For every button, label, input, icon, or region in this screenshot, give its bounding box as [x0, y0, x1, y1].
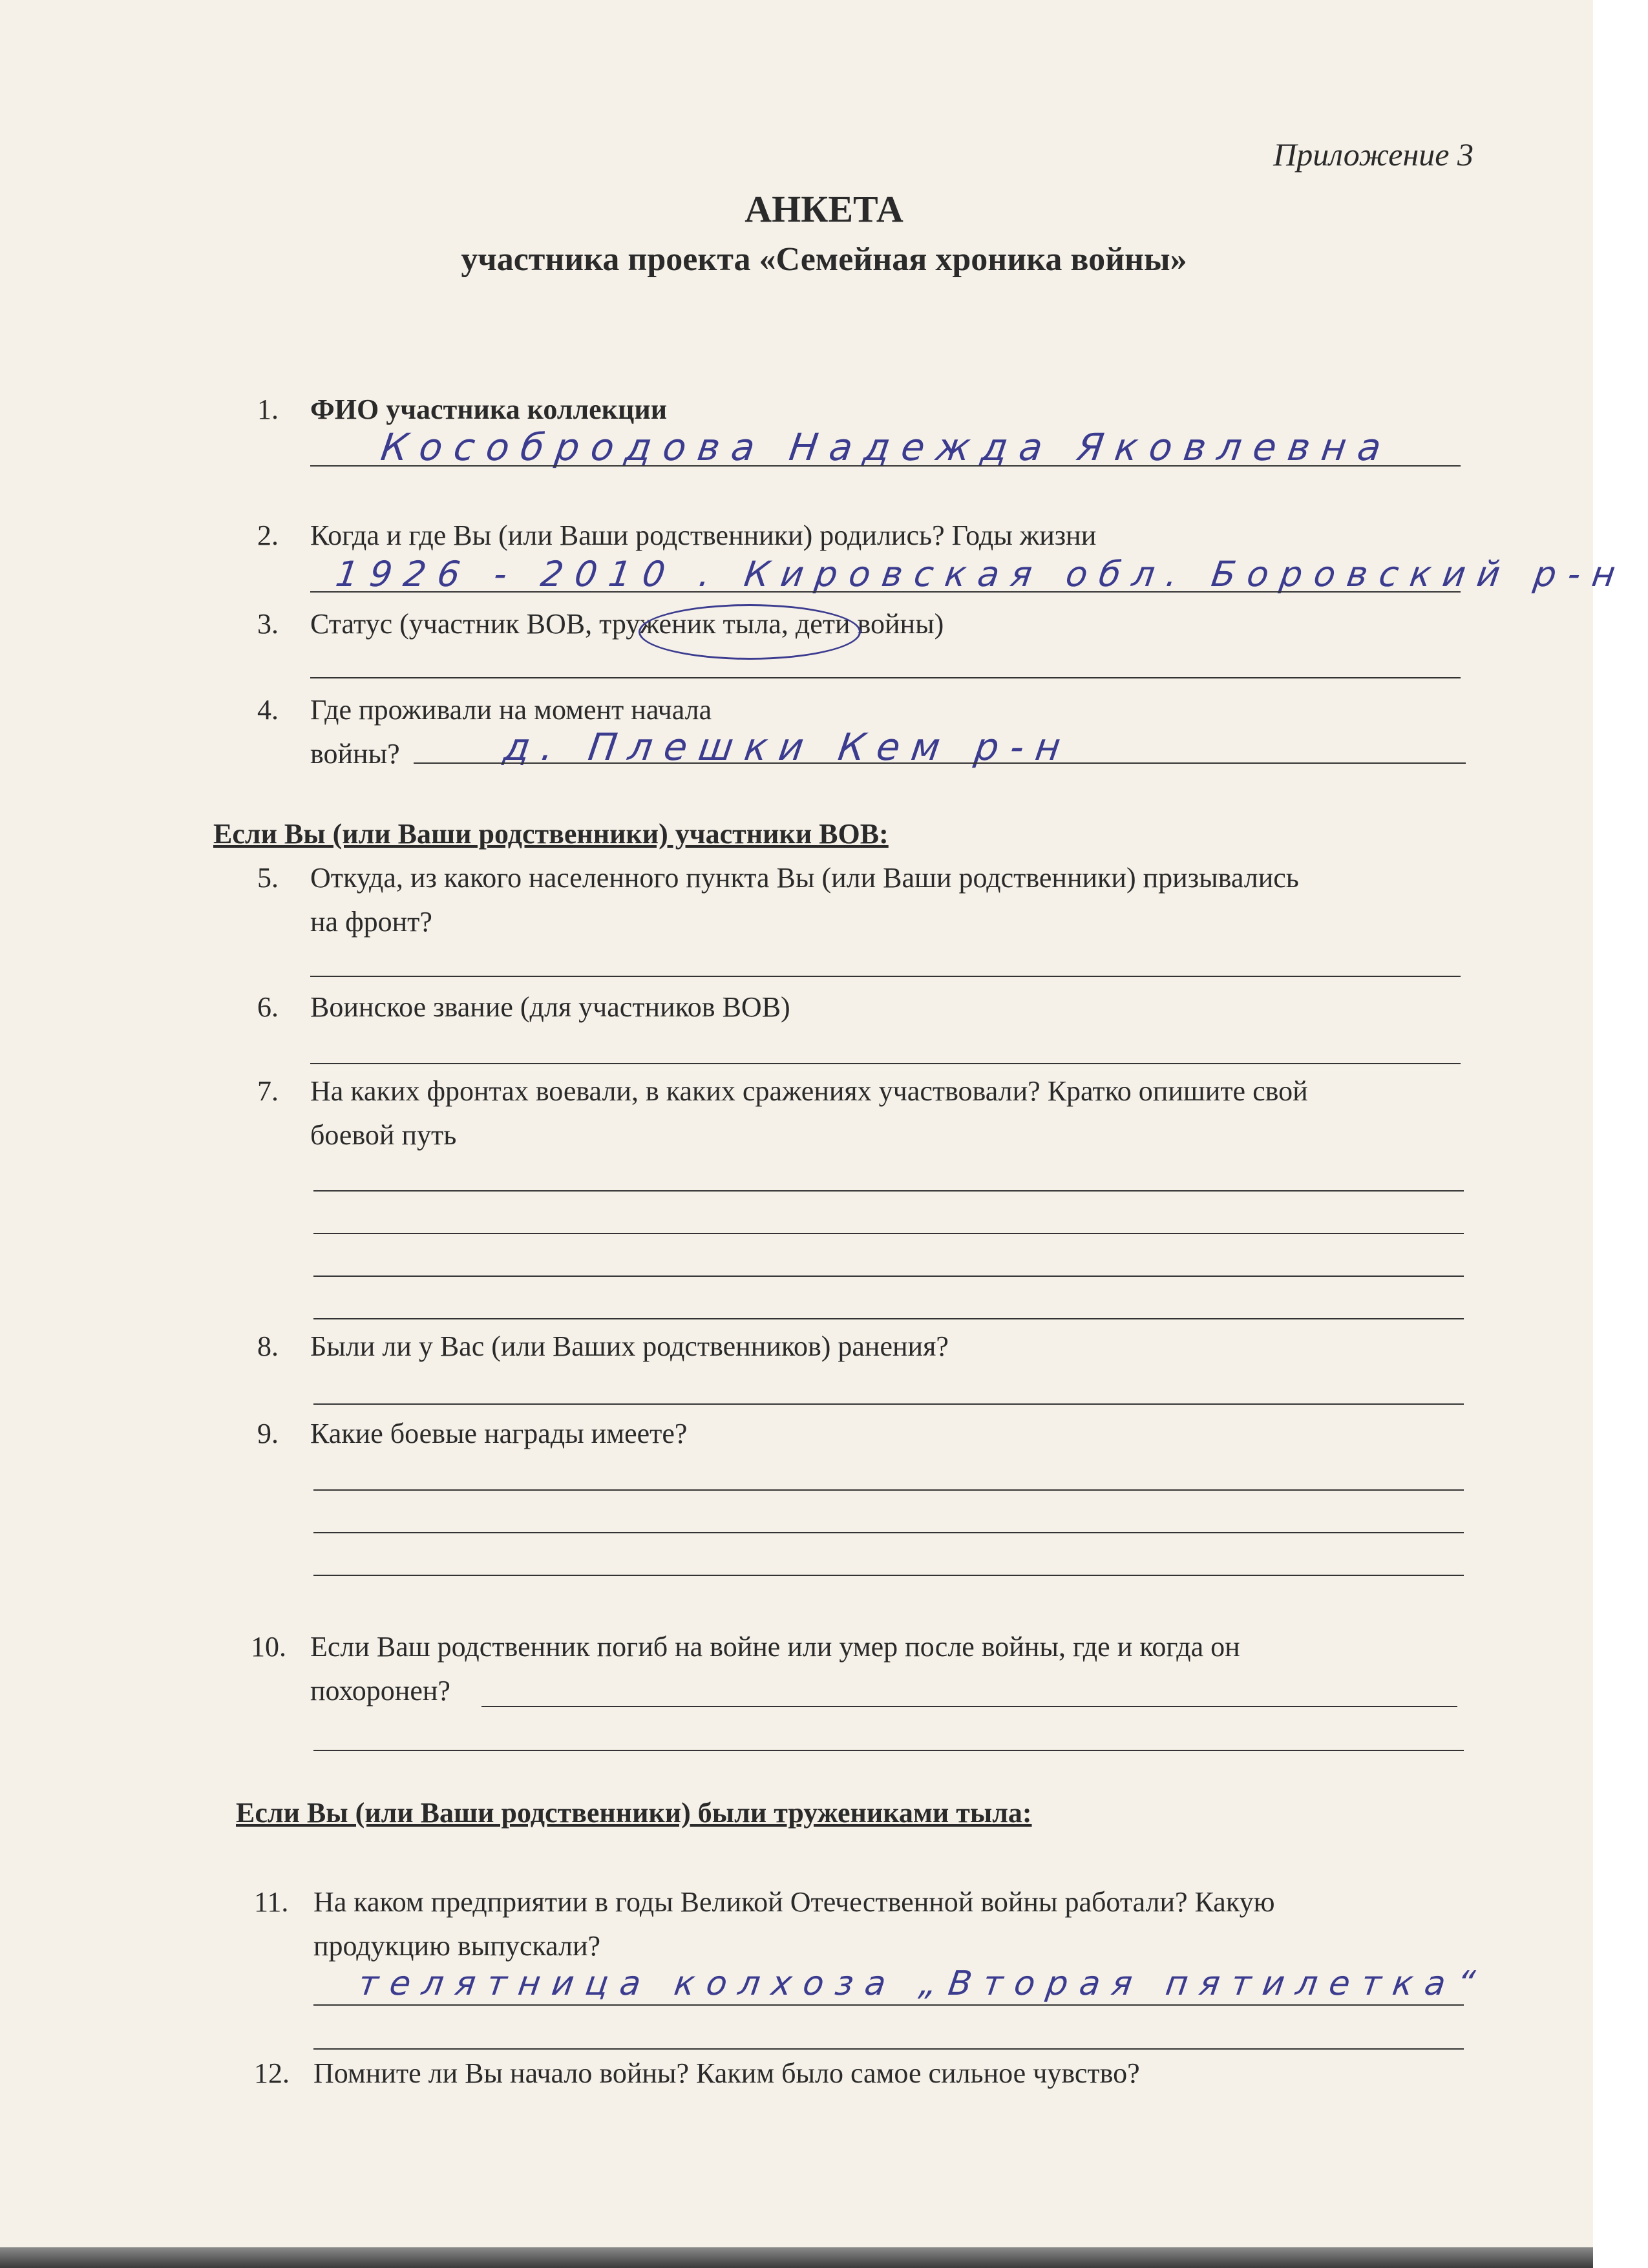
page-edge [1593, 0, 1648, 2268]
answer-1-handwriting: Кособродова Надежда Яковлевна [378, 425, 1396, 469]
question-number: 10. [251, 1631, 286, 1663]
answer-11-handwriting: телятница колхоза „Вторая пятилетка“ [355, 1964, 1489, 2003]
question-number: 9. [257, 1418, 279, 1449]
answer-line [313, 1190, 1464, 1192]
question-text: Статус (участник ВОВ, [310, 608, 600, 640]
question-text: Откуда, из какого населенного пункта Вы (или Ваши родственники) призывались [310, 862, 1299, 894]
answer-line [310, 465, 1461, 467]
form-title: АНКЕТА [745, 188, 903, 230]
question-text: войны? [310, 738, 400, 770]
question-2 [257, 514, 1097, 558]
form-subtitle: участника проекта «Семейная хроника войны» [461, 241, 1187, 278]
question-text: Воинское звание (для участников ВОВ) [310, 991, 790, 1023]
answer-line [313, 2048, 1464, 2050]
answer-line [310, 677, 1461, 678]
question-text: На каком предприятии в годы Великой Отечественной войны работали? Какую [313, 1886, 1275, 1918]
question-number: 1. [257, 394, 279, 425]
question-10 [251, 1625, 1240, 1713]
answer-line [313, 1318, 1464, 1319]
question-number: 5. [257, 862, 279, 894]
answer-line [310, 1063, 1461, 1064]
question-text: похоронен? [310, 1675, 450, 1706]
question-number: 11. [254, 1886, 289, 1918]
question-5 [257, 856, 1299, 944]
question-text: Когда и где Вы (или Ваши родственники) родились? Годы жизни [310, 520, 1097, 551]
scan-bottom-edge [0, 2247, 1593, 2268]
question-number: 2. [257, 520, 279, 551]
answer-line [313, 2004, 1464, 2006]
question-11 [254, 1880, 1275, 1968]
answer-line [313, 1489, 1464, 1491]
question-text: дети войны) [788, 608, 944, 640]
circle-mark [639, 604, 861, 660]
answer-line [313, 1532, 1464, 1533]
question-text: Где проживали на момент начала [310, 694, 712, 726]
question-number: 4. [257, 694, 279, 726]
answer-line [313, 1403, 1464, 1405]
section-heading-home-front: Если Вы (или Ваши родственники) были тружениками тыла: [236, 1797, 1032, 1829]
question-7 [257, 1069, 1308, 1157]
question-text: продукцию выпускали? [313, 1930, 601, 1962]
question-text: Были ли у Вас (или Ваших родственников) ранения? [310, 1330, 949, 1362]
question-number: 7. [257, 1075, 279, 1107]
question-text: ФИО участника коллекции [310, 394, 668, 425]
answer-line [313, 1276, 1464, 1277]
question-12 [254, 2052, 1140, 2095]
section-heading-front: Если Вы (или Ваши родственники) участники ВОВ: [213, 818, 889, 850]
answer-line [414, 762, 1466, 764]
question-8 [257, 1325, 949, 1369]
answer-line [313, 1575, 1464, 1576]
question-number: 8. [257, 1330, 279, 1362]
question-text: На каких фронтах воевали, в каких сражениях участвовали? Кратко опишите свой [310, 1075, 1308, 1107]
question-text: на фронт? [310, 906, 432, 938]
answer-4-handwriting: д. Плешки Кем р-н [501, 725, 1075, 769]
question-text: Помните ли Вы начало войны? Каким было самое сильное чувство? [313, 2057, 1140, 2089]
appendix-label: Приложение 3 [1273, 136, 1474, 173]
question-number: 12. [254, 2057, 290, 2089]
question-text: боевой путь [310, 1119, 457, 1151]
question-text: Если Ваш родственник погиб на войне или умер после войны, где и когда он [310, 1631, 1240, 1663]
answer-line [313, 1750, 1464, 1751]
answer-line [310, 976, 1461, 977]
question-text: Какие боевые награды имеете? [310, 1418, 688, 1449]
answer-line [310, 591, 1461, 593]
question-number: 6. [257, 991, 279, 1023]
circled-option: труженик тыла, [599, 608, 788, 640]
question-6 [257, 985, 790, 1029]
answer-line [313, 1233, 1464, 1234]
question-9 [257, 1412, 688, 1456]
answer-2-handwriting: 1926 - 2010 . Кировская обл. Боровский р-н [333, 554, 1630, 594]
answer-line [481, 1706, 1457, 1707]
question-number: 3. [257, 608, 279, 640]
